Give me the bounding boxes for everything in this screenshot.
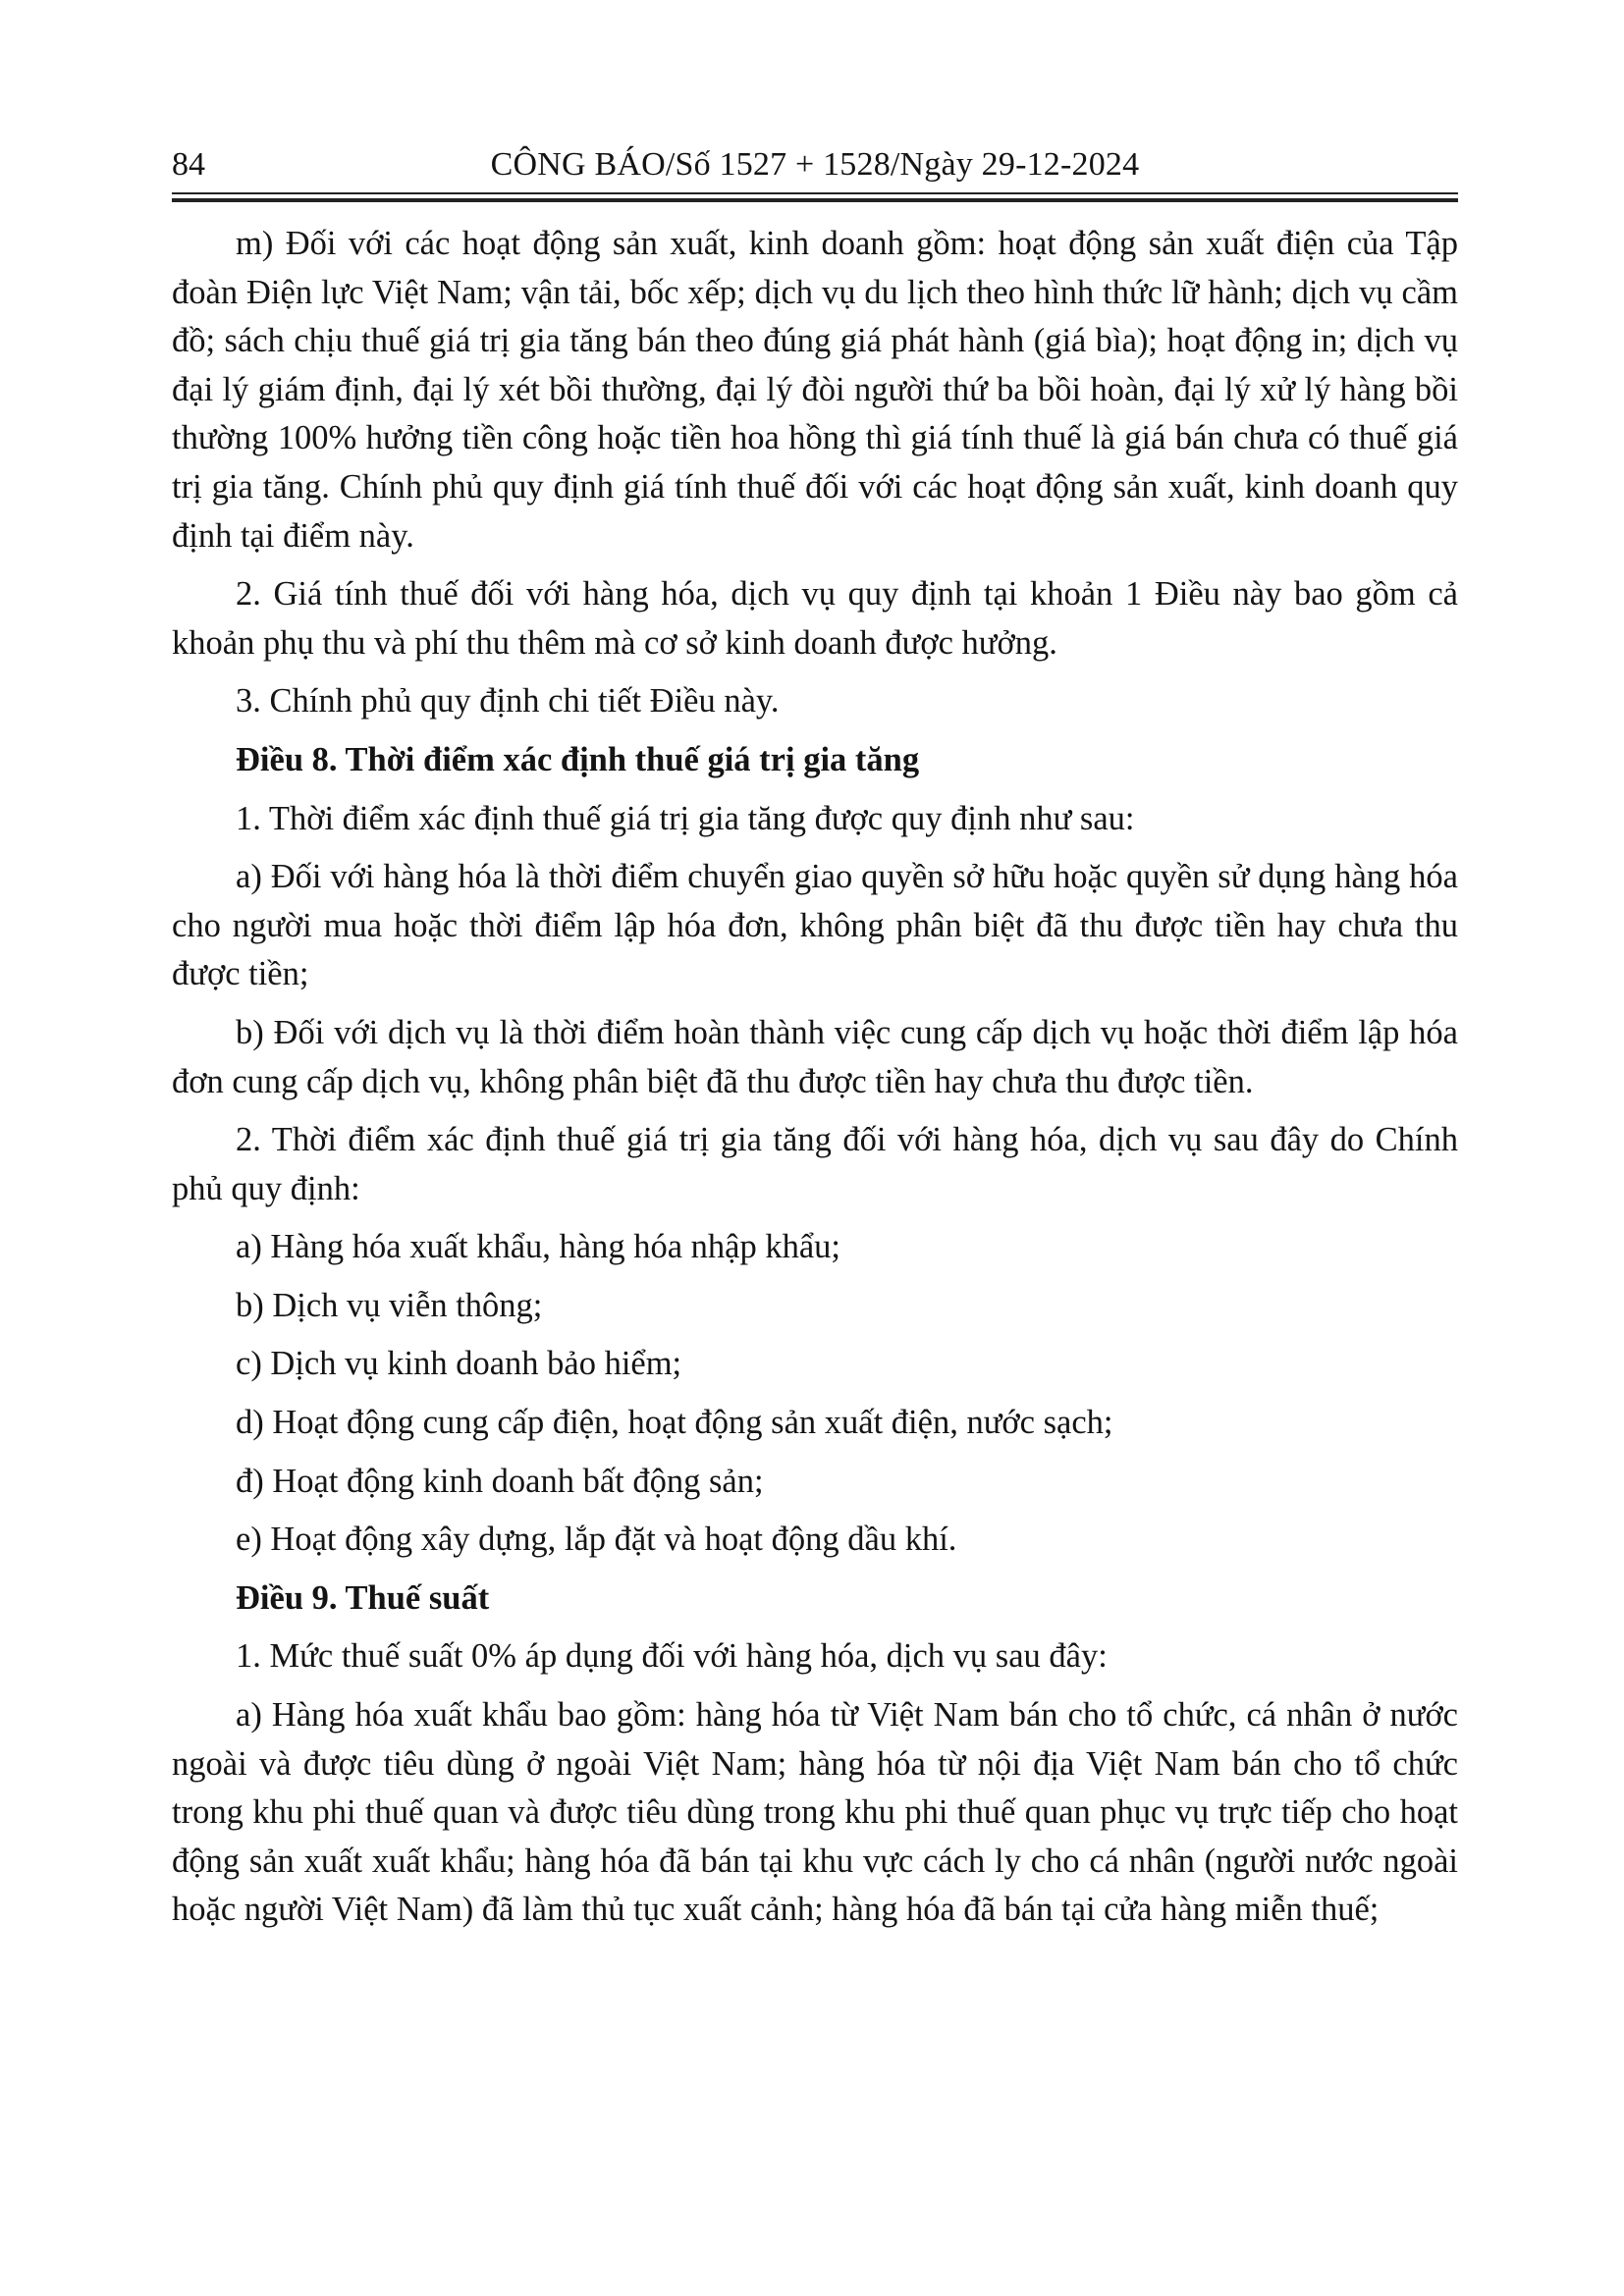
gazette-title: CÔNG BÁO/Số 1527 + 1528/Ngày 29-12-2024 (490, 146, 1140, 183)
paragraph-article-9-point-a: a) Hàng hóa xuất khẩu bao gồm: hàng hóa từ Việt Nam bán cho tổ chức, cá nhân ở nước ngoài và được tiêu dùng ở ngoài Việt Nam; hàng hóa từ nội địa Việt Nam bán cho tổ chức trong khu phi thuế quan và được tiêu dùng trong khu phi thuế quan phục vụ trực tiếp cho hoạt động sản xuất xuất khẩu; hàng hóa đã bán tại khu vực cách ly cho cá nhân (người nước ngoài hoặc người Việt Nam) đã làm thủ tục xuất cảnh; hàng hóa đã bán tại cửa hàng miễn thuế; (172, 1696, 1458, 1929)
header-rule-thick (172, 198, 1458, 202)
list-item-export-import: a) Hàng hóa xuất khẩu, hàng hóa nhập khẩu; (236, 1228, 841, 1266)
list-item-construction-oil: e) Hoạt động xây dựng, lắp đặt và hoạt động dầu khí. (236, 1521, 957, 1559)
document-body (172, 220, 1458, 1935)
paragraph-clause-2-price: 2. Giá tính thuế đối với hàng hóa, dịch vụ quy định tại khoản 1 Điều này bao gồm cả khoản phụ thu và phí thu thêm mà cơ sở kinh doanh được hưởng. (172, 575, 1458, 662)
header-rule-thin (172, 192, 1458, 194)
list-item-real-estate: đ) Hoạt động kinh doanh bất động sản; (236, 1462, 764, 1500)
paragraph-clause-3-detail: 3. Chính phủ quy định chi tiết Điều này. (236, 682, 780, 721)
page-number: 84 (172, 146, 205, 183)
list-item-telecom: b) Dịch vụ viễn thông; (236, 1286, 543, 1324)
document-page (172, 145, 1458, 1935)
paragraph-article-8-clause-2: 2. Thời điểm xác định thuế giá trị gia tăng đối với hàng hóa, dịch vụ sau đây do Chính phủ quy định: (172, 1121, 1458, 1207)
paragraph-article-8-point-a: a) Đối với hàng hóa là thời điểm chuyển giao quyền sở hữu hoặc quyền sử dụng hàng hóa cho người mua hoặc thời điểm lập hóa đơn, không phân biệt đã thu được tiền hay chưa thu được tiền; (172, 858, 1458, 993)
paragraph-m-price-activities: m) Đối với các hoạt động sản xuất, kinh doanh gồm: hoạt động sản xuất điện của Tập đoàn Điện lực Việt Nam; vận tải, bốc xếp; dịch vụ du lịch theo hình thức lữ hành; dịch vụ cầm đồ; sách chịu thuế giá trị gia tăng bán theo đúng giá phát hành (giá bìa); hoạt động in; dịch vụ đại lý giám định, đại lý xét bồi thường, đại lý đòi người thứ ba bồi hoàn, đại lý xử lý hàng bồi thường 100% hưởng tiền công hoặc tiền hoa hồng thì giá tính thuế là giá bán chưa có thuế giá trị gia tăng. Chính phủ quy định giá tính thuế đối với các hoạt động sản xuất, kinh doanh quy định tại điểm này. (172, 225, 1458, 555)
page-header (172, 145, 1458, 190)
article-8-heading: Điều 8. Thời điểm xác định thuế giá trị gia tăng (236, 740, 920, 778)
paragraph-article-9-clause-1: 1. Mức thuế suất 0% áp dụng đối với hàng hóa, dịch vụ sau đây: (236, 1637, 1108, 1676)
list-item-insurance: c) Dịch vụ kinh doanh bảo hiểm; (236, 1345, 682, 1383)
paragraph-article-8-point-b: b) Đối với dịch vụ là thời điểm hoàn thành việc cung cấp dịch vụ hoặc thời điểm lập hóa đơn cung cấp dịch vụ, không phân biệt đã thu được tiền hay chưa thu được tiền. (172, 1013, 1458, 1100)
list-item-electricity-water: d) Hoạt động cung cấp điện, hoạt động sản xuất điện, nước sạch; (236, 1404, 1113, 1442)
paragraph-article-8-clause-1: 1. Thời điểm xác định thuế giá trị gia tăng được quy định như sau: (236, 799, 1135, 837)
article-9-heading: Điều 9. Thuế suất (236, 1578, 490, 1617)
